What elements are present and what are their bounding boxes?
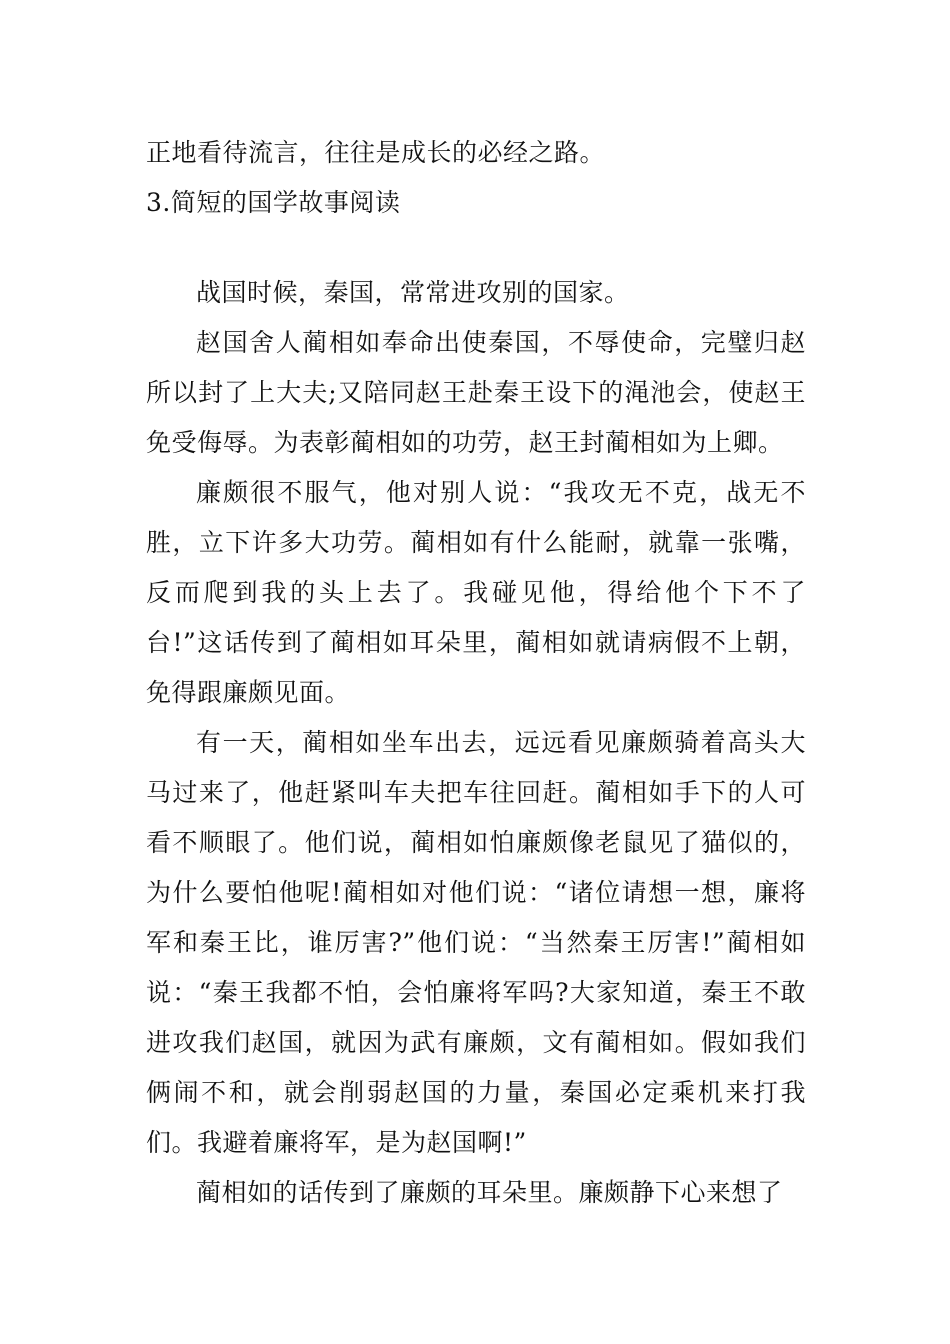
blank-gap — [146, 228, 806, 268]
paragraph-1: 战国时候，秦国，常常进攻别的国家。 — [196, 278, 630, 307]
paragraph-2: 赵国舍人蔺相如奉命出使秦国，不辱使命，完璧归赵所以封了上大夫;又陪同赵王赴秦王设下的渑池会，使赵王免受侮辱。为表彰蔺相如的功劳，赵王封蔺相如为上卿。 — [146, 328, 806, 457]
document-page — [146, 128, 806, 1218]
paragraph-5: 蔺相如的话传到了廉颇的耳朵里。廉颇静下心来想了 — [196, 1178, 783, 1207]
paragraph-4: 有一天，蔺相如坐车出去，远远看见廉颇骑着高头大马过来了，他赶紧叫车夫把车往回赶。蔺相如手下的人可看不顺眼了。他们说，蔺相如怕廉颇像老鼠见了猫似的，为什么要怕他呢!蔺相如对他们说：“诸位请想一想，廉将军和秦王比，谁厉害?”他们说：“当然秦王厉害!”蔺相如说：“秦王我都不怕，会怕廉将军吗?大家知道，秦王不敢进攻我们赵国，就因为武有廉颇，文有蔺相如。假如我们俩闹不和，就会削弱赵国的力量，秦国必定乘机来打我们。我避着廉将军，是为赵国啊!” — [146, 728, 806, 1157]
paragraph-3: 廉颇很不服气，他对别人说：“我攻无不克，战无不胜，立下许多大功劳。蔺相如有什么能耐，就靠一张嘴，反而爬到我的头上去了。我碰见他，得给他个下不了台!”这话传到了蔺相如耳朵里，蔺相如就请病假不上朝，免得跟廉颇见面。 — [146, 478, 806, 707]
section-heading: 3.简短的国学故事阅读 — [146, 188, 401, 217]
continuation-line: 正地看待流言，往往是成长的必经之路。 — [146, 138, 606, 167]
